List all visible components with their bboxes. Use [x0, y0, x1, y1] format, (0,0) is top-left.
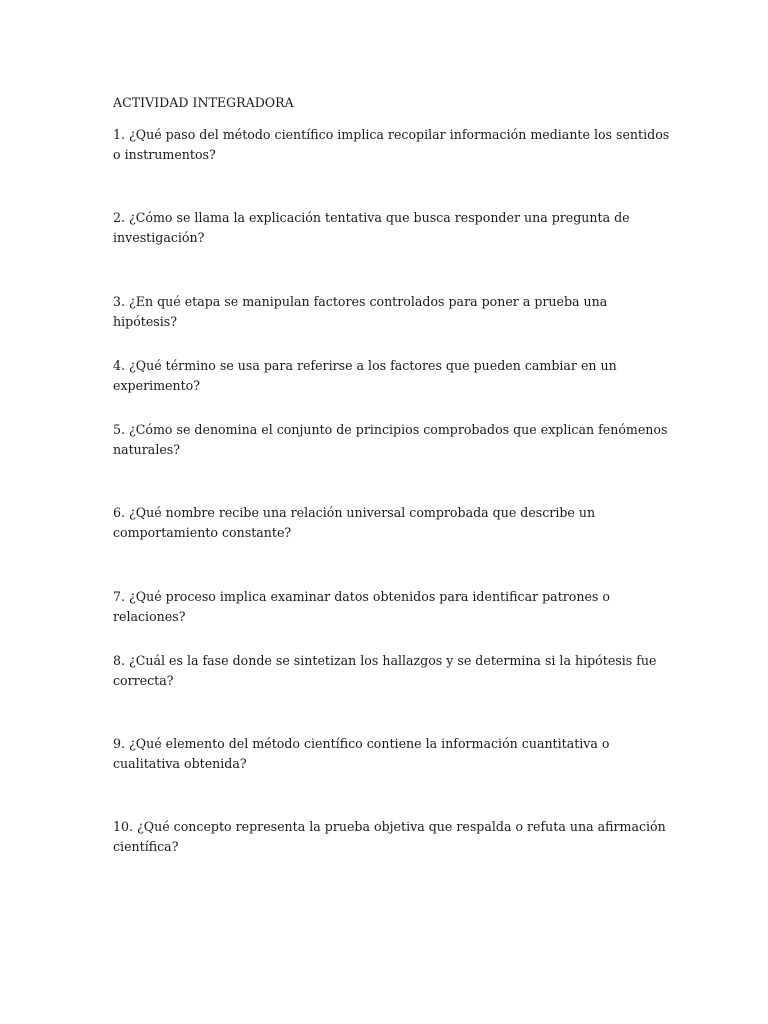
question-3: 3. ¿En qué etapa se manipulan factores controlados para poner a prueba una hipótesis?: [113, 294, 608, 329]
question-2: 2. ¿Cómo se llama la explicación tentativa que busca responder una pregunta de investigación?: [113, 210, 630, 245]
question-4: 4. ¿Qué término se usa para referirse a los factores que pueden cambiar en un experimento?: [113, 358, 617, 393]
question-10: 10. ¿Qué concepto representa la prueba objetiva que respalda o refuta una afirmación científica?: [113, 819, 666, 854]
question-1: 1. ¿Qué paso del método científico implica recopilar información mediante los sentidos o instrumentos?: [113, 127, 670, 162]
question-8: 8. ¿Cuál es la fase donde se sintetizan los hallazgos y se determina si la hipótesis fue correcta?: [113, 653, 657, 688]
question-7: 7. ¿Qué proceso implica examinar datos obtenidos para identificar patrones o relaciones?: [113, 589, 610, 624]
document-title: ACTIVIDAD INTEGRADORA: [113, 95, 294, 110]
question-5: 5. ¿Cómo se denomina el conjunto de principios comprobados que explican fenómenos naturales?: [113, 422, 668, 457]
question-6: 6. ¿Qué nombre recibe una relación universal comprobada que describe un comportamiento constante?: [113, 505, 596, 540]
question-9: 9. ¿Qué elemento del método científico contiene la información cuantitativa o cualitativa obtenida?: [113, 736, 610, 771]
